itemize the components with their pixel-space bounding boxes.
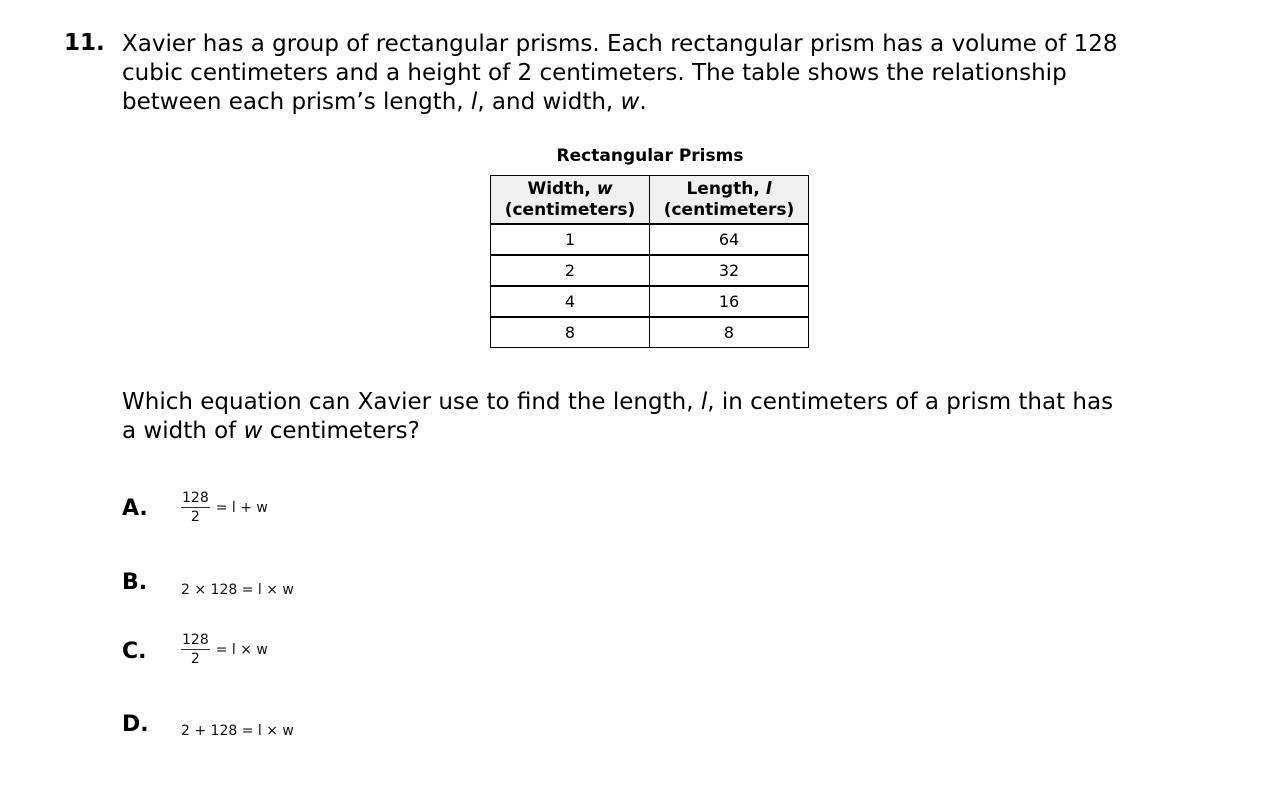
stem-text: . — [639, 89, 647, 115]
table-row — [491, 286, 809, 317]
question-stem — [122, 30, 1202, 117]
equation-expression: 2 + 128 = l × w — [181, 723, 294, 739]
choice-c-equation[interactable] — [181, 632, 268, 668]
table-title: Rectangular Prisms — [556, 146, 744, 166]
table-row — [491, 317, 809, 348]
variable-l: l — [470, 89, 478, 115]
table-row — [491, 255, 809, 286]
cell-length: 32 — [650, 255, 809, 286]
cell-length: 64 — [650, 224, 809, 255]
fraction-denominator: 2 — [190, 509, 200, 525]
header-label: Width, — [527, 178, 597, 199]
column-header-length — [650, 176, 809, 225]
choice-a-equation[interactable] — [181, 490, 268, 526]
prompt-line — [122, 388, 1202, 417]
header-variable: w — [596, 178, 613, 199]
equation-rhs: = l + w — [215, 500, 268, 516]
question-prompt — [122, 388, 1202, 446]
choice-d-letter[interactable]: D. — [122, 712, 149, 737]
fraction-numerator: 128 — [182, 632, 209, 648]
variable-l: l — [700, 389, 708, 415]
cell-width: 8 — [491, 317, 650, 348]
choice-b-letter[interactable]: B. — [122, 570, 148, 595]
choice-b-equation[interactable] — [181, 582, 294, 598]
header-variable: l — [765, 178, 772, 199]
cell-width: 2 — [491, 255, 650, 286]
prompt-text: a width of — [122, 418, 244, 444]
fraction-denominator: 2 — [190, 651, 200, 667]
choice-c-letter[interactable]: C. — [122, 639, 147, 664]
cell-width: 1 — [491, 224, 650, 255]
variable-w: w — [243, 418, 263, 444]
stem-line: Xavier has a group of rectangular prisms. Each rectangular prism has a volume of 128 — [122, 31, 1118, 57]
prompt-text: centimeters? — [262, 418, 420, 444]
table-row — [491, 224, 809, 255]
equation-expression: 2 × 128 = l × w — [181, 582, 294, 598]
prisms-table — [490, 175, 809, 348]
stem-text: between each prism’s length, — [122, 89, 471, 115]
fraction — [181, 632, 210, 668]
question-number: 11. — [64, 30, 105, 56]
header-unit: (centimeters) — [504, 199, 636, 220]
stem-line — [122, 88, 1202, 117]
prompt-line — [122, 417, 1202, 446]
stem-text: , and width, — [477, 89, 621, 115]
column-header-width — [491, 176, 650, 225]
cell-width: 4 — [491, 286, 650, 317]
fraction — [181, 490, 210, 526]
stem-line: cubic centimeters and a height of 2 centimeters. The table shows the relationship — [122, 60, 1067, 86]
choice-a-letter[interactable]: A. — [122, 496, 148, 521]
fraction-numerator: 128 — [182, 490, 209, 506]
equation-rhs: = l × w — [215, 642, 268, 658]
cell-length: 16 — [650, 286, 809, 317]
header-label: Length, — [686, 178, 766, 199]
choice-d-equation[interactable] — [181, 723, 294, 739]
variable-w: w — [620, 89, 640, 115]
cell-length: 8 — [650, 317, 809, 348]
prompt-text: Which equation can Xavier use to find the length, — [122, 389, 701, 415]
header-unit: (centimeters) — [663, 199, 795, 220]
prompt-text: , in centimeters of a prism that has — [707, 389, 1114, 415]
